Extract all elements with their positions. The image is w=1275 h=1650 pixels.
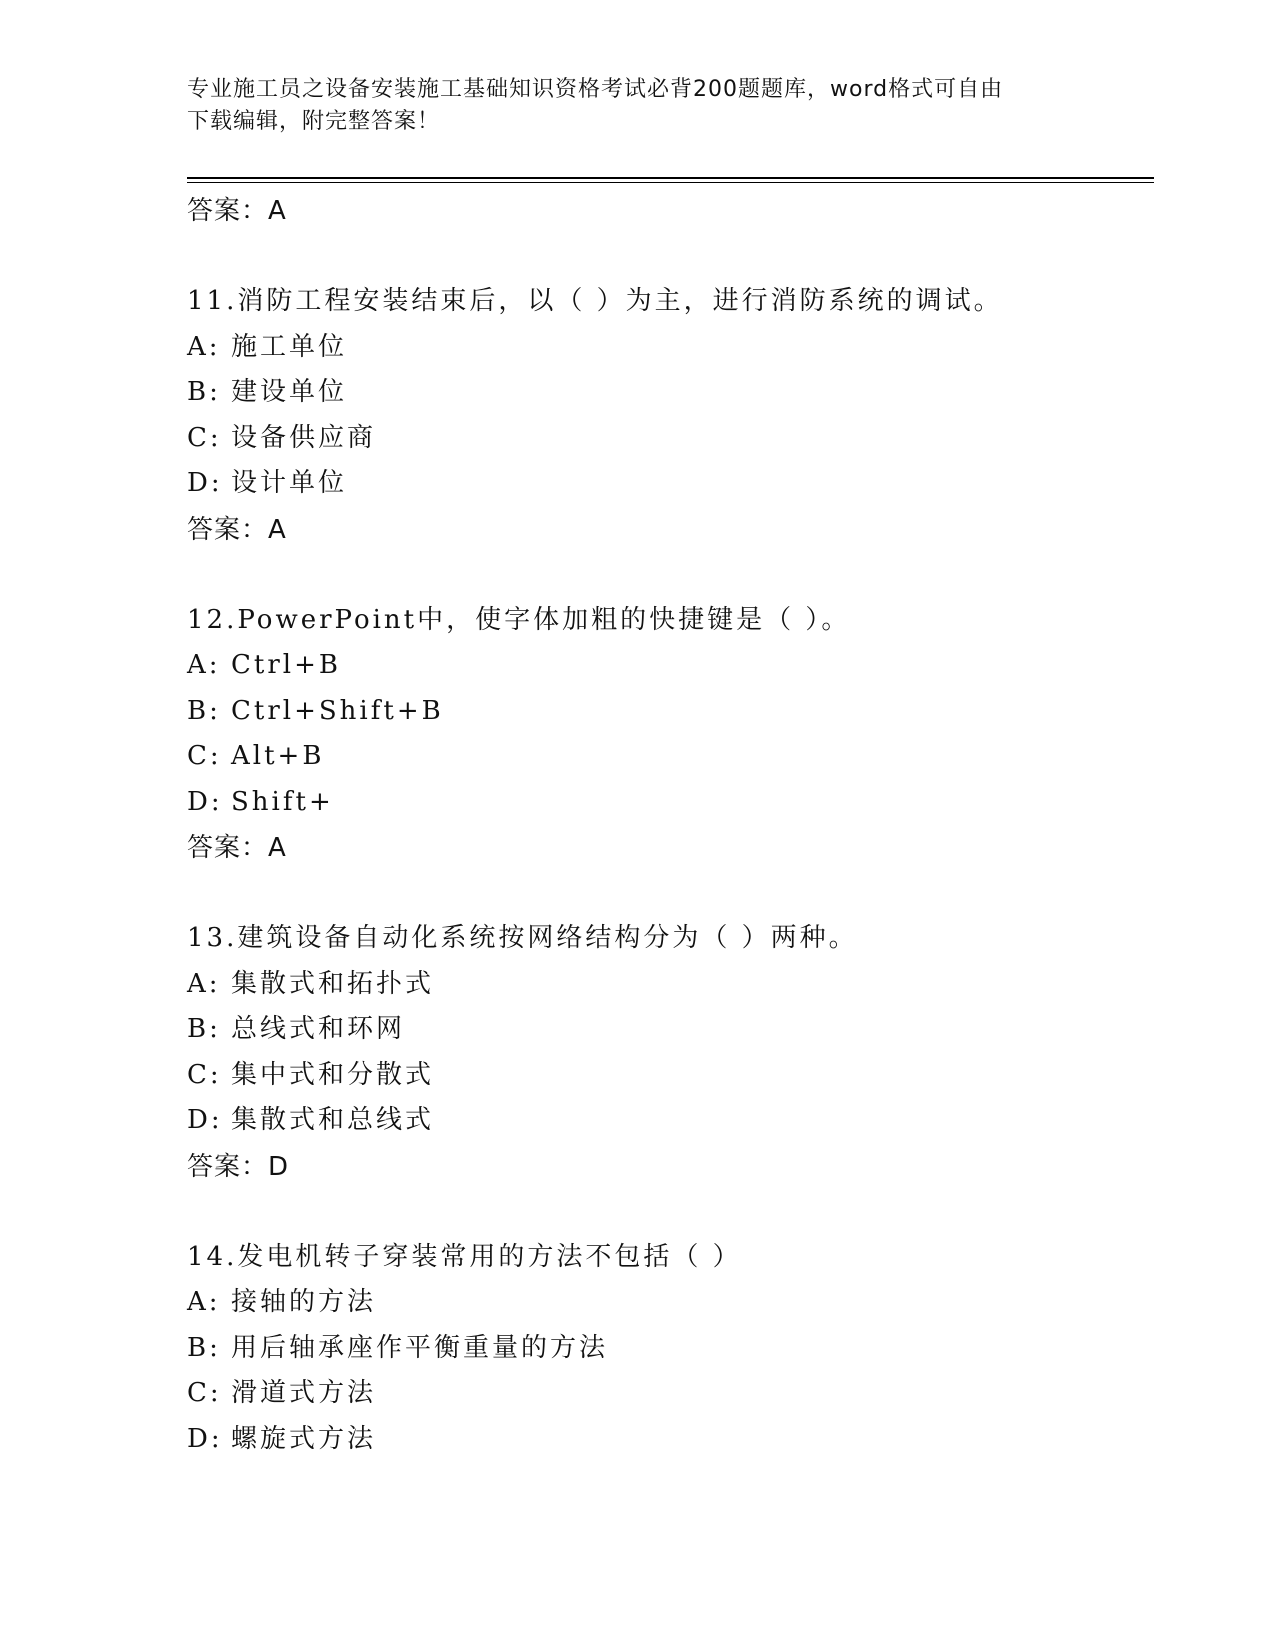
- option-key: B:: [187, 1332, 221, 1363]
- option-d: [187, 1098, 1154, 1144]
- option-text: 设计单位: [231, 468, 348, 498]
- header-line-1: 专业施工员之设备安装施工基础知识资格考试必背200题题库，word格式可自由: [187, 77, 1004, 102]
- option-text: 接轴的方法: [231, 1287, 377, 1317]
- question-block: [187, 279, 1154, 553]
- option-c: [187, 734, 1154, 780]
- option-key: A:: [187, 650, 221, 680]
- question-spacer: [187, 553, 1154, 598]
- option-text: 总线式和环网: [231, 1014, 406, 1044]
- option-b: [187, 370, 1154, 416]
- option-key: C:: [187, 741, 222, 771]
- question-stem: 12.PowerPoint中，使字体加粗的快捷键是（ ）。: [187, 604, 851, 635]
- option-key: C:: [187, 422, 222, 453]
- option-key: A:: [187, 331, 221, 362]
- question-spacer: [187, 871, 1154, 916]
- option-text: 集中式和分散式: [231, 1059, 435, 1090]
- option-d: [187, 461, 1154, 507]
- header-rule-thin: [187, 182, 1154, 183]
- question-stem: 14.发电机转子穿装常用的方法不包括（ ）: [187, 1241, 742, 1272]
- option-b: [187, 689, 1154, 735]
- option-text: 设备供应商: [231, 422, 377, 453]
- option-a: [187, 325, 1154, 371]
- option-text: Shift+: [231, 786, 334, 817]
- answer-line: 答案：A: [187, 514, 287, 545]
- option-text: 建设单位: [231, 377, 348, 407]
- question-stem: 11.消防工程安装结束后，以（ ）为主，进行消防系统的调试。: [187, 286, 1003, 316]
- option-d: [187, 1417, 1154, 1463]
- answer-line: 答案：D: [187, 1151, 290, 1182]
- question-block: [187, 916, 1154, 1190]
- option-key: B:: [187, 377, 221, 407]
- question-list: [187, 188, 1154, 1462]
- option-key: C:: [187, 1059, 222, 1090]
- question-block: [187, 598, 1154, 872]
- option-d: [187, 780, 1154, 826]
- option-key: D:: [187, 1423, 223, 1454]
- option-c: [187, 1053, 1154, 1099]
- option-text: Ctrl+B: [231, 650, 341, 680]
- option-a: [187, 1280, 1154, 1326]
- option-key: D:: [187, 786, 223, 817]
- option-key: B:: [187, 1014, 221, 1044]
- option-b: [187, 1007, 1154, 1053]
- option-key: B:: [187, 695, 221, 726]
- option-key: D:: [187, 1105, 223, 1135]
- answer-line: 答案：A: [187, 833, 287, 863]
- option-b: [187, 1326, 1154, 1372]
- option-text: 滑道式方法: [231, 1378, 377, 1408]
- option-text: 螺旋式方法: [231, 1423, 377, 1454]
- option-text: Alt+B: [231, 741, 325, 771]
- question-block: [187, 1235, 1154, 1463]
- option-text: 施工单位: [231, 331, 348, 362]
- option-text: 集散式和拓扑式: [231, 968, 435, 999]
- option-a: [187, 962, 1154, 1008]
- question-stem: 13.建筑设备自动化系统按网络结构分为（ ）两种。: [187, 923, 858, 953]
- option-key: D:: [187, 468, 223, 498]
- option-c: [187, 1371, 1154, 1417]
- option-key: A:: [187, 968, 221, 999]
- question-spacer: [187, 1190, 1154, 1235]
- option-a: [187, 643, 1154, 689]
- option-text: 集散式和总线式: [231, 1105, 435, 1135]
- option-key: A:: [187, 1287, 221, 1317]
- header-rule-thick: [187, 177, 1154, 179]
- question-spacer: [187, 234, 1154, 279]
- option-key: C:: [187, 1378, 222, 1408]
- header-line-2: 下载编辑，附完整答案！: [187, 109, 441, 134]
- option-text: Ctrl+Shift+B: [231, 695, 444, 726]
- page-header: [187, 74, 1067, 138]
- option-text: 用后轴承座作平衡重量的方法: [231, 1332, 609, 1363]
- answer-line: 答案：A: [187, 196, 287, 226]
- option-c: [187, 416, 1154, 462]
